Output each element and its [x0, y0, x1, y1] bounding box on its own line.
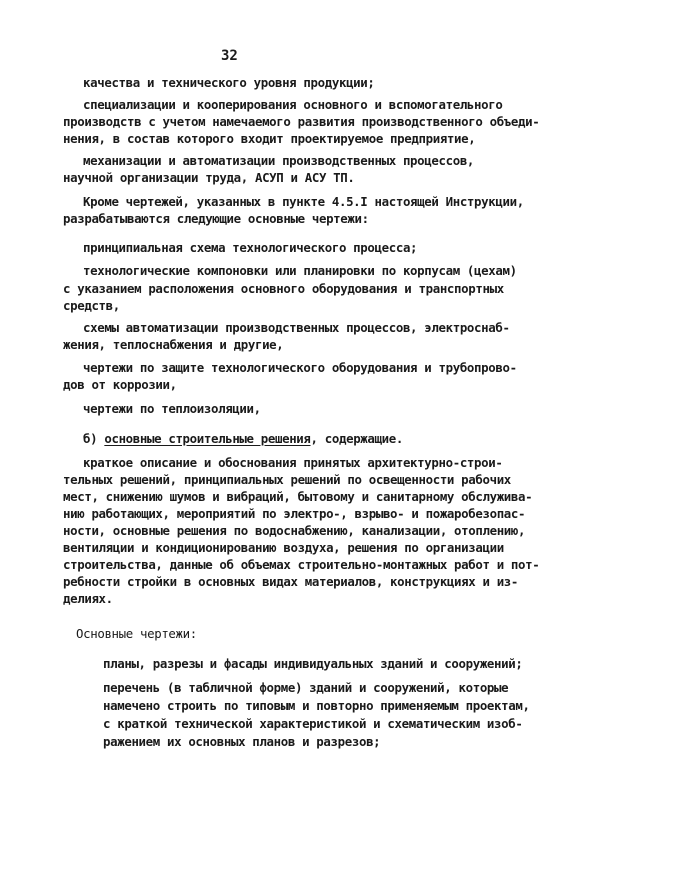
- section-marker: б): [83, 431, 105, 446]
- text-line: ребности стройки в основных видах материалов, конструкциях и из-: [63, 574, 519, 589]
- text-line: технологические компоновки или планировки по корпусам (цехам): [83, 263, 517, 278]
- text-line: средств,: [63, 298, 120, 313]
- text-line: механизации и автоматизации производственных процессов,: [83, 153, 475, 168]
- text-line: чертежи по теплоизоляции,: [83, 401, 261, 416]
- text-line: строительства, данные об объемах строительно-монтажных работ и пот-: [63, 557, 540, 572]
- text-line: схемы автоматизации производственных процессов, электроснаб-: [83, 320, 510, 335]
- text-line: нию работающих, мероприятий по электро-, взрыво- и пожаробезопас-: [63, 506, 526, 521]
- text-line: специализации и кооперирования основного и вспомогательного: [83, 97, 503, 112]
- text-line: делиях.: [63, 591, 113, 606]
- section-heading: [83, 431, 403, 447]
- subsection-heading: Основные чертежи:: [76, 626, 197, 641]
- text-line: качества и технического уровня продукции;: [83, 75, 375, 90]
- section-title: основные строительные решения: [104, 431, 311, 446]
- text-line: вентиляции и кондиционированию воздуха, решения по организации: [63, 540, 504, 555]
- text-line: с указанием расположения основного оборудования и транспортных: [63, 281, 504, 296]
- text-line: производств с учетом намечаемого развития производственного объеди-: [63, 114, 540, 129]
- text-line: дов от коррозии,: [63, 377, 177, 392]
- text-line: научной организации труда, АСУП и АСУ ТП.: [63, 170, 355, 185]
- page-number: 32: [221, 48, 238, 64]
- text-line: чертежи по защите технологического оборудования и трубопрово-: [83, 360, 517, 375]
- text-line: с краткой технической характеристикой и схематическим изоб-: [103, 716, 523, 731]
- text-line: перечень (в табличной форме) зданий и сооружений, которые: [103, 680, 509, 695]
- text-line: принципиальная схема технологического процесса;: [83, 240, 418, 255]
- text-line: мест, снижению шумов и вибраций, бытовому и санитарному обслужива-: [63, 489, 533, 504]
- text-line: Кроме чертежей, указанных в пункте 4.5.I настоящей Инструкции,: [83, 194, 524, 209]
- text-line: разрабатываются следующие основные чертежи:: [63, 211, 369, 226]
- text-line: ражением их основных планов и разрезов;: [103, 734, 381, 749]
- text-line: жения, теплоснабжения и другие,: [63, 337, 284, 352]
- section-suffix: , содержащие.: [310, 431, 403, 446]
- text-line: ности, основные решения по водоснабжению, канализации, отоплению,: [63, 523, 526, 538]
- text-line: тельных решений, принципиальных решений по освещенности рабочих: [63, 472, 511, 487]
- text-line: намечено строить по типовым и повторно применяемым проектам,: [103, 698, 530, 713]
- text-line: нения, в состав которого входит проектируемое предприятие,: [63, 131, 476, 146]
- text-line: планы, разрезы и фасады индивидуальных зданий и сооружений;: [103, 656, 523, 671]
- text-line: краткое описание и обоснования принятых архитектурно-строи-: [83, 455, 503, 470]
